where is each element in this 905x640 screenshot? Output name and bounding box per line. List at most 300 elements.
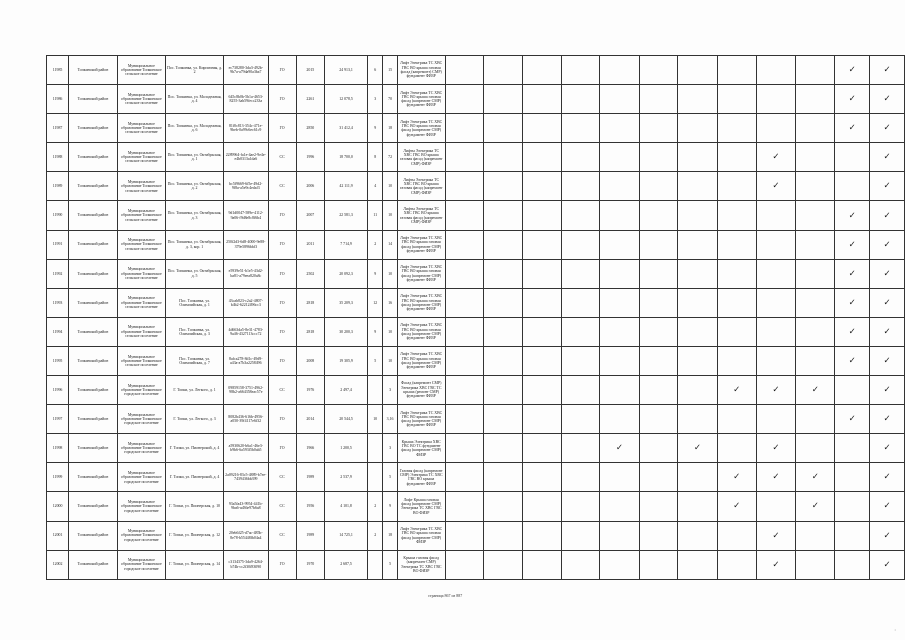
check-mark-icon: ✓ <box>883 152 891 163</box>
house-type-cell: ГО <box>268 405 296 434</box>
year-cell: 2818 <box>296 317 324 346</box>
check-mark-icon: ✓ <box>733 385 741 396</box>
work-check-cell <box>717 172 756 201</box>
area-cell: 35 209,3 <box>325 288 368 317</box>
year-cell: 2011 <box>296 230 324 259</box>
work-check-cell <box>796 288 835 317</box>
floors-cell <box>368 434 383 463</box>
work-check-cell <box>522 288 561 317</box>
work-check-cell <box>639 317 678 346</box>
work-check-cell <box>835 230 870 259</box>
works-list-cell: Газовая фасад (капремонт СМР) Электрика ТС ХВС ГВС ВО крыша фундамент ФИЗР <box>397 463 445 492</box>
works-list-cell: Лифт Электрика ТС ХВС ГВС ВО крыша газовая фасад (капремонт СМР) фундамент ФИЗР <box>397 230 445 259</box>
check-mark-icon: ✓ <box>883 530 891 541</box>
work-check-cell <box>522 172 561 201</box>
works-list-cell: Крыша Электрика ХВС ГВС ВО ТС фундамент фасад (капремонт СМР) ФИЗР <box>397 434 445 463</box>
work-check-cell <box>870 259 905 288</box>
table-row <box>47 492 905 521</box>
work-check-cell <box>870 85 905 114</box>
work-check-cell <box>756 259 795 288</box>
house-type-cell: ГО <box>268 230 296 259</box>
work-check-cell <box>678 346 717 375</box>
check-mark-icon: ✓ <box>883 65 891 76</box>
work-check-cell <box>835 492 870 521</box>
work-check-cell <box>600 172 639 201</box>
work-check-cell <box>678 172 717 201</box>
work-check-cell <box>678 405 717 434</box>
work-check-cell <box>561 172 600 201</box>
municipality-cell: Муниципальное образование Топкинское сельское поселение <box>117 230 165 259</box>
house-uuid-cell: 4d663da5-8e31-4783-9a46-4327113ccc72 <box>224 317 268 346</box>
work-check-cell <box>561 521 600 550</box>
area-cell: 2 497,4 <box>325 376 368 405</box>
work-check-cell <box>756 434 795 463</box>
work-check-cell <box>600 463 639 492</box>
floors-cell: 9 <box>368 114 383 143</box>
registry-body <box>47 56 905 580</box>
work-check-cell <box>756 85 795 114</box>
apartments-cell: 14 <box>383 230 398 259</box>
work-check-cell <box>600 114 639 143</box>
work-check-cell <box>484 405 523 434</box>
work-check-cell <box>835 434 870 463</box>
work-check-cell <box>445 288 484 317</box>
check-mark-icon: ✓ <box>772 152 780 163</box>
work-check-cell <box>561 114 600 143</box>
house-type-cell: ГО <box>268 85 296 114</box>
area-cell: 31 412,4 <box>325 114 368 143</box>
apartments-cell: 18 <box>383 521 398 550</box>
work-check-cell <box>561 550 600 579</box>
house-uuid-cell: 8082b436-616b-4956-a050-39f4117e6f32 <box>224 405 268 434</box>
work-check-cell <box>639 405 678 434</box>
area-cell: 14 725,1 <box>325 521 368 550</box>
check-mark-icon: ✓ <box>772 559 780 570</box>
work-check-cell <box>835 85 870 114</box>
address-cell: Пос. Топкинка, ул. Кирпичная, д. 2 <box>166 56 224 85</box>
work-check-cell <box>445 201 484 230</box>
work-check-cell <box>639 434 678 463</box>
house-type-cell: СС <box>268 376 296 405</box>
work-check-cell <box>717 201 756 230</box>
district-cell: Топкинский район <box>69 114 118 143</box>
work-check-cell <box>678 376 717 405</box>
work-check-cell <box>870 550 905 579</box>
work-check-cell <box>639 114 678 143</box>
work-check-cell <box>756 143 795 172</box>
work-check-cell <box>756 463 795 492</box>
house-type-cell: ГО <box>268 288 296 317</box>
work-check-cell <box>561 434 600 463</box>
work-check-cell <box>639 492 678 521</box>
municipality-cell: Муниципальное образование Топкинское городское поселение <box>117 463 165 492</box>
apartments-cell: 3 <box>383 376 398 405</box>
work-check-cell <box>870 492 905 521</box>
work-check-cell <box>870 288 905 317</box>
check-mark-icon: ✓ <box>811 385 819 396</box>
year-cell: 1966 <box>296 434 324 463</box>
work-check-cell <box>445 56 484 85</box>
floors-cell: 9 <box>368 317 383 346</box>
work-check-cell <box>796 376 835 405</box>
address-cell: Г. Топки, ул. Легкого, д. 3 <box>166 405 224 434</box>
check-mark-icon: ✓ <box>615 443 623 454</box>
check-mark-icon: ✓ <box>848 355 856 366</box>
work-check-cell <box>717 259 756 288</box>
work-check-cell <box>678 550 717 579</box>
work-check-cell <box>639 346 678 375</box>
work-check-cell <box>484 259 523 288</box>
work-check-cell <box>870 114 905 143</box>
year-cell: 2015 <box>296 56 324 85</box>
work-check-cell <box>756 230 795 259</box>
work-check-cell <box>600 550 639 579</box>
work-check-cell <box>717 550 756 579</box>
house-uuid-cell: 93a5fa43-9954-441b-9ba6-ad36e97b6a8 <box>224 492 268 521</box>
house-type-cell: ГО <box>268 56 296 85</box>
table-row <box>47 405 905 434</box>
district-cell: Топкинский район <box>69 259 118 288</box>
work-check-cell <box>561 376 600 405</box>
area-cell: 4 101,8 <box>325 492 368 521</box>
district-cell: Топкинский район <box>69 143 118 172</box>
works-list-cell: Крыша газовая фасад (капремонт СМР) Электрика ТС ХВС ГВС ВО ФИЗР <box>397 550 445 579</box>
district-cell: Топкинский район <box>69 550 118 579</box>
work-check-cell <box>717 288 756 317</box>
district-cell: Топкинский район <box>69 172 118 201</box>
house-uuid-cell: 81f0c813-354c-471e-9beb-0a99c6ec61c9 <box>224 114 268 143</box>
work-check-cell <box>445 405 484 434</box>
table-row <box>47 463 905 492</box>
table-row <box>47 172 905 201</box>
apartments-cell: 70 <box>383 85 398 114</box>
floors-cell: 3 <box>368 85 383 114</box>
work-check-cell <box>756 346 795 375</box>
apartments-cell: 10 <box>383 317 398 346</box>
work-check-cell <box>870 201 905 230</box>
work-check-cell <box>445 434 484 463</box>
year-cell: 1989 <box>296 521 324 550</box>
work-check-cell <box>561 317 600 346</box>
floors-cell: 2 <box>368 492 383 521</box>
municipality-cell: Муниципальное образование Топкинское городское поселение <box>117 550 165 579</box>
work-check-cell <box>756 521 795 550</box>
work-check-cell <box>445 550 484 579</box>
record-id: 11987 <box>47 114 69 143</box>
work-check-cell <box>756 405 795 434</box>
work-check-cell <box>835 143 870 172</box>
table-row <box>47 56 905 85</box>
work-check-cell <box>717 434 756 463</box>
record-id: 11994 <box>47 317 69 346</box>
table-row <box>47 376 905 405</box>
work-check-cell <box>522 346 561 375</box>
check-mark-icon: ✓ <box>848 326 856 337</box>
work-check-cell <box>600 230 639 259</box>
work-check-cell <box>522 550 561 579</box>
address-cell: Пос. Топкинка, ул. Олимпийская, д. 3 <box>166 317 224 346</box>
year-cell: 2007 <box>296 201 324 230</box>
municipality-cell: Муниципальное образование Топкинское сельское поселение <box>117 85 165 114</box>
district-cell: Топкинский район <box>69 463 118 492</box>
work-check-cell <box>600 85 639 114</box>
work-check-cell <box>445 376 484 405</box>
floors-cell <box>368 376 383 405</box>
table-row <box>47 550 905 579</box>
record-id: 11998 <box>47 434 69 463</box>
work-check-cell <box>870 521 905 550</box>
work-check-cell <box>484 230 523 259</box>
work-check-cell <box>445 172 484 201</box>
work-check-cell <box>639 463 678 492</box>
work-check-cell <box>484 550 523 579</box>
record-id: 11991 <box>47 230 69 259</box>
work-check-cell <box>484 85 523 114</box>
work-check-cell <box>756 492 795 521</box>
area-cell: 20 544,5 <box>325 405 368 434</box>
works-list-cell: Лифт Электрика ТС ХВС ГВС ВО крыша газовая фасад (капремонт СМР) фундамент ФИЗР <box>397 405 445 434</box>
work-check-cell <box>678 317 717 346</box>
municipality-cell: Муниципальное образование Топкинское сельское поселение <box>117 288 165 317</box>
record-id: 11988 <box>47 143 69 172</box>
apartments-cell: 5 <box>383 463 398 492</box>
work-check-cell <box>600 492 639 521</box>
work-check-cell <box>796 317 835 346</box>
house-uuid-cell: 2289964-fa1e-4ae2-9e4e-e4b0313a1da6 <box>224 143 268 172</box>
check-mark-icon: ✓ <box>848 65 856 76</box>
municipality-cell: Муниципальное образование Топкинское городское поселение <box>117 521 165 550</box>
work-check-cell <box>445 346 484 375</box>
house-type-cell: СС <box>268 463 296 492</box>
works-list-cell: Лифты Электрика ТС ХВС ГВС ВО крыша газовая фасад (капремонт СМР) ФИЗР <box>397 201 445 230</box>
area-cell: 24 913,1 <box>325 56 368 85</box>
work-check-cell <box>717 492 756 521</box>
floors-cell: 2 <box>368 230 383 259</box>
area-cell: 19 305,9 <box>325 346 368 375</box>
floors-cell: 12 <box>368 288 383 317</box>
work-check-cell <box>522 434 561 463</box>
table-row <box>47 346 905 375</box>
house-uuid-cell: 09859158-3751-4962-98b2-a664358eac57e <box>224 376 268 405</box>
work-check-cell <box>484 346 523 375</box>
area-cell: 30 200,3 <box>325 317 368 346</box>
work-check-cell <box>870 346 905 375</box>
work-check-cell <box>484 114 523 143</box>
work-check-cell <box>796 172 835 201</box>
table-row <box>47 114 905 143</box>
work-check-cell <box>445 317 484 346</box>
table-row <box>47 259 905 288</box>
work-check-cell <box>639 230 678 259</box>
year-cell: 2818 <box>296 288 324 317</box>
check-mark-icon: ✓ <box>883 385 891 396</box>
work-check-cell <box>484 172 523 201</box>
check-mark-icon: ✓ <box>883 559 891 570</box>
work-check-cell <box>796 201 835 230</box>
table-row <box>47 521 905 550</box>
work-check-cell <box>600 376 639 405</box>
apartments-cell: 3 <box>383 434 398 463</box>
check-mark-icon: ✓ <box>772 472 780 483</box>
year-cell: 2850 <box>296 114 324 143</box>
work-check-cell <box>756 317 795 346</box>
work-check-cell <box>639 201 678 230</box>
work-check-cell <box>756 550 795 579</box>
work-check-cell <box>600 521 639 550</box>
address-cell: Пос. Топкинка, ул. Молодежная, д. 4 <box>166 85 224 114</box>
work-check-cell <box>796 521 835 550</box>
address-cell: Пос. Топкинка, ул. Октябрьская, д. 5 <box>166 259 224 288</box>
house-uuid-cell: 8afca278-8d1c-49d9-a43a-a7b3a2258496 <box>224 346 268 375</box>
year-cell: 2261 <box>296 85 324 114</box>
work-check-cell <box>835 550 870 579</box>
area-cell: 22 581,3 <box>325 201 368 230</box>
work-check-cell <box>522 230 561 259</box>
work-check-cell <box>639 143 678 172</box>
work-check-cell <box>484 463 523 492</box>
work-check-cell <box>835 317 870 346</box>
house-uuid-cell: 20eb6f25-d7ac-485b-8e78-b55448fb04a4 <box>224 521 268 550</box>
municipality-cell: Муниципальное образование Топкинское городское поселение <box>117 376 165 405</box>
work-check-cell <box>717 85 756 114</box>
year-cell: 2008 <box>296 346 324 375</box>
work-check-cell <box>522 405 561 434</box>
work-check-cell <box>678 230 717 259</box>
works-list-cell: Лифт Электрика ТС ХВС ГВС ВО крыша газовая фасад (капремонт СМР) фундамент ФИЗР <box>397 85 445 114</box>
work-check-cell <box>561 230 600 259</box>
district-cell: Топкинский район <box>69 492 118 521</box>
work-check-cell <box>796 56 835 85</box>
work-check-cell <box>717 143 756 172</box>
work-check-cell <box>445 259 484 288</box>
work-check-cell <box>678 434 717 463</box>
address-cell: Пос. Топкинка, ул. Олимпийская, д. 1 <box>166 288 224 317</box>
record-id: 11996 <box>47 376 69 405</box>
check-mark-icon: ✓ <box>848 94 856 105</box>
work-check-cell <box>522 114 561 143</box>
work-check-cell <box>600 405 639 434</box>
check-mark-icon: ✓ <box>883 210 891 221</box>
work-check-cell <box>561 288 600 317</box>
work-check-cell <box>445 85 484 114</box>
work-check-cell <box>870 376 905 405</box>
district-cell: Топкинский район <box>69 346 118 375</box>
work-check-cell <box>678 288 717 317</box>
floors-cell <box>368 463 383 492</box>
area-cell: 2 687,5 <box>325 550 368 579</box>
work-check-cell <box>717 405 756 434</box>
work-check-cell <box>835 259 870 288</box>
work-check-cell <box>835 56 870 85</box>
district-cell: Топкинский район <box>69 201 118 230</box>
work-check-cell <box>600 201 639 230</box>
district-cell: Топкинский район <box>69 56 118 85</box>
record-id: 11990 <box>47 201 69 230</box>
works-list-cell: Лифт Электрика ТС ХВС ГВС ВО крыша газовая фасад (капремонт СМР) фундамент ФИЗР <box>397 317 445 346</box>
work-check-cell <box>561 201 600 230</box>
check-mark-icon: ✓ <box>811 472 819 483</box>
apartments-cell: 15 <box>383 56 398 85</box>
work-check-cell <box>639 85 678 114</box>
work-check-cell <box>678 259 717 288</box>
work-check-cell <box>639 172 678 201</box>
work-check-cell <box>522 85 561 114</box>
work-check-cell <box>835 463 870 492</box>
house-type-cell: ГО <box>268 259 296 288</box>
district-cell: Топкинский район <box>69 521 118 550</box>
house-type-cell: ГО <box>268 201 296 230</box>
apartments-cell: 10 <box>383 259 398 288</box>
house-type-cell: ГО <box>268 346 296 375</box>
year-cell: 1989 <box>296 463 324 492</box>
district-cell: Топкинский район <box>69 376 118 405</box>
check-mark-icon: ✓ <box>848 123 856 134</box>
work-check-cell <box>870 463 905 492</box>
check-mark-icon: ✓ <box>848 297 856 308</box>
work-check-cell <box>484 317 523 346</box>
year-cell: 2006 <box>296 172 324 201</box>
house-type-cell: ГО <box>268 550 296 579</box>
house-type-cell: СС <box>268 143 296 172</box>
address-cell: Пос. Топкинка, ул. Октябрьская, д. 2 <box>166 172 224 201</box>
municipality-cell: Муниципальное образование Топкинское городское поселение <box>117 492 165 521</box>
housing-registry-table <box>46 55 905 580</box>
check-mark-icon: ✓ <box>883 94 891 105</box>
work-check-cell <box>835 346 870 375</box>
check-mark-icon: ✓ <box>883 414 891 425</box>
check-mark-icon: ✓ <box>883 443 891 454</box>
works-list-cell: Лифт Электрика ТС ХВС ГВС ВО крыша газовая фасад (капремонт СМР) фундамент ФИЗР <box>397 259 445 288</box>
work-check-cell <box>484 434 523 463</box>
district-cell: Топкинский район <box>69 85 118 114</box>
apartments-cell: 16 <box>383 288 398 317</box>
address-cell: Пос. Топкинка, ул. Октябрьская, д. 3 <box>166 201 224 230</box>
work-check-cell <box>445 492 484 521</box>
district-cell: Топкинский район <box>69 405 118 434</box>
work-check-cell <box>639 521 678 550</box>
year-cell: 2014 <box>296 405 324 434</box>
address-cell: Пос. Топкинка, ул. Молодежная, д. 6 <box>166 114 224 143</box>
municipality-cell: Муниципальное образование Топкинское сельское поселение <box>117 172 165 201</box>
table-row <box>47 317 905 346</box>
floors-cell: 11 <box>368 201 383 230</box>
work-check-cell <box>717 376 756 405</box>
work-check-cell <box>484 492 523 521</box>
municipality-cell: Муниципальное образование Топкинское сельское поселение <box>117 259 165 288</box>
municipality-cell: Муниципальное образование Топкинское городское поселение <box>117 405 165 434</box>
work-check-cell <box>522 56 561 85</box>
work-check-cell <box>561 463 600 492</box>
floors-cell: 4 <box>368 172 383 201</box>
record-id: 11986 <box>47 85 69 114</box>
floors-cell: 9 <box>368 259 383 288</box>
work-check-cell <box>561 259 600 288</box>
work-check-cell <box>717 463 756 492</box>
works-list-cell: Лифт Электрика ТС ХВС ГВС ВО крыша газовая фасад (капремонт СМР) фундамент ФИЗР <box>397 288 445 317</box>
work-check-cell <box>796 85 835 114</box>
work-check-cell <box>522 259 561 288</box>
check-mark-icon: ✓ <box>883 501 891 512</box>
floors-cell <box>368 550 383 579</box>
house-uuid-cell: e5939e51-b1e5-43d2-ba81-a79eea820a8c <box>224 259 268 288</box>
work-check-cell <box>756 376 795 405</box>
work-check-cell <box>796 492 835 521</box>
work-check-cell <box>445 230 484 259</box>
house-type-cell: ГО <box>268 114 296 143</box>
municipality-cell: Муниципальное образование Топкинское сельское поселение <box>117 56 165 85</box>
work-check-cell <box>678 463 717 492</box>
address-cell: Г. Топки, ул. Пионерская, д. 14 <box>166 550 224 579</box>
